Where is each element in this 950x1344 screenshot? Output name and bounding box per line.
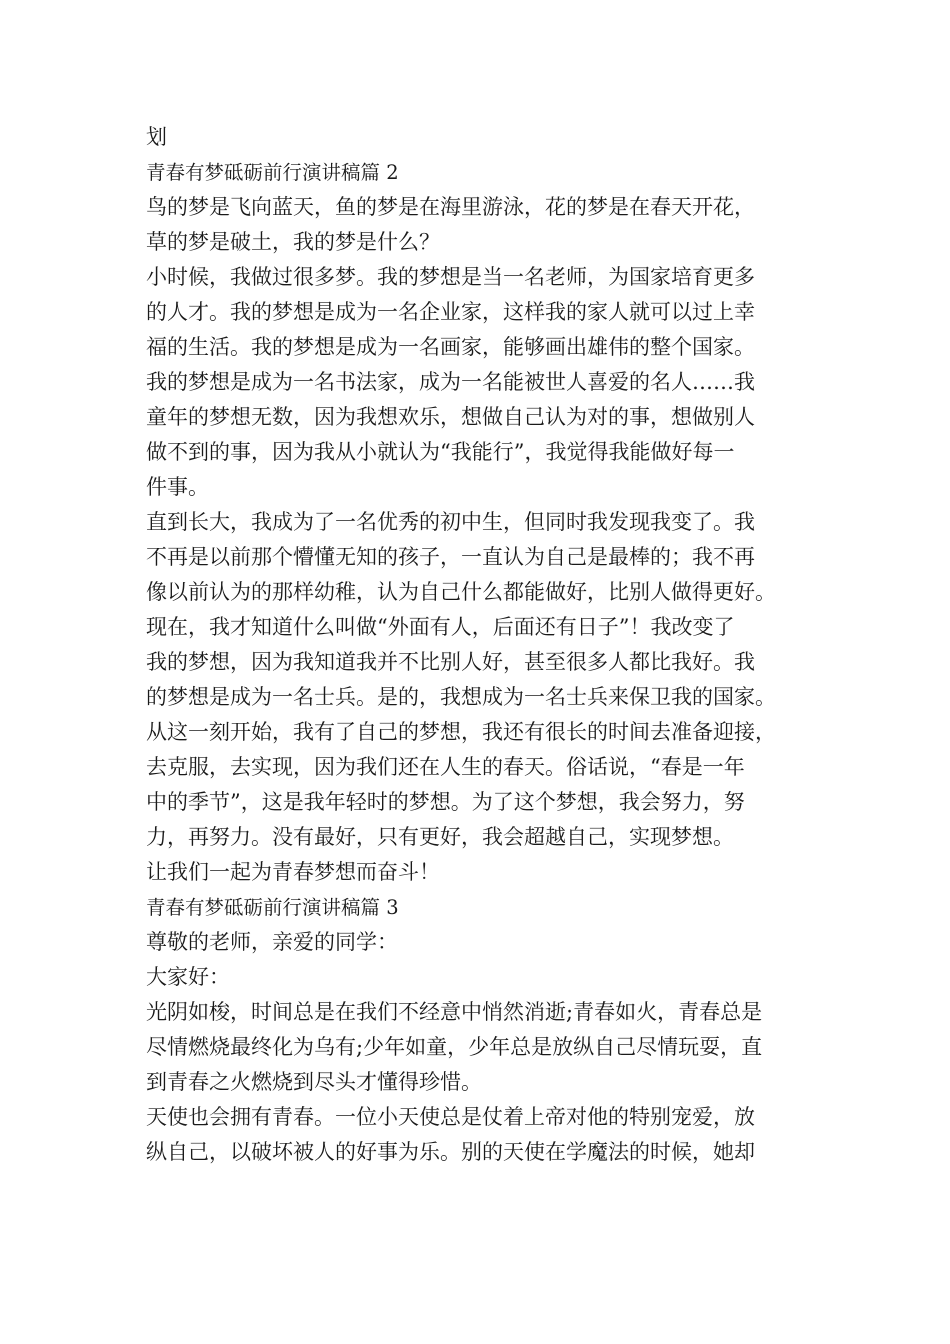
text-line: 草的梦是破土，我的梦是什么？ (146, 230, 440, 254)
text-line: 天使也会拥有青春。一位小天使总是仗着上帝对他的特别宠爱，放 (146, 1105, 755, 1129)
text-line: 的人才。我的梦想是成为一名企业家，这样我的家人就可以过上幸 (146, 300, 755, 324)
section-heading: 青春有梦砥砺前行演讲稿篇 3 (146, 896, 399, 919)
text-line: 光阴如梭，时间总是在我们不经意中悄然消逝;青春如火，青春总是 (146, 1000, 763, 1024)
text-line: 现在，我才知道什么叫做“外面有人，后面还有日子”！我改变了 (146, 615, 735, 639)
text-line: 做不到的事，因为我从小就认为“我能行”，我觉得我能做好每一 (146, 440, 735, 464)
text-line: 中的季节”，这是我年轻时的梦想。为了这个梦想，我会努力，努 (146, 790, 745, 814)
document-body (146, 120, 836, 1170)
text-line: 件事。 (146, 475, 209, 499)
text-line: 我的梦想，因为我知道我并不比别人好，甚至很多人都比我好。我 (146, 650, 755, 674)
text-line: 让我们一起为青春梦想而奋斗！ (146, 860, 440, 884)
text-line: 尽情燃烧最终化为乌有;少年如童，少年总是放纵自己尽情玩耍，直 (146, 1035, 763, 1059)
text-line: 不再是以前那个懵懂无知的孩子，一直认为自己是最棒的；我不再 (146, 545, 755, 569)
text-line: 尊敬的老师，亲爱的同学： (146, 930, 398, 954)
section-heading: 青春有梦砥砺前行演讲稿篇 2 (146, 161, 399, 184)
text-line: 童年的梦想无数，因为我想欢乐，想做自己认为对的事，想做别人 (146, 405, 755, 429)
text-line: 到青春之火燃烧到尽头才懂得珍惜。 (146, 1070, 482, 1094)
text-line: 福的生活。我的梦想是成为一名画家，能够画出雄伟的整个国家。 (146, 335, 755, 359)
text-line: 像以前认为的那样幼稚，认为自己什么都能做好，比别人做得更好。 (146, 580, 776, 604)
text-line: 小时候，我做过很多梦。我的梦想是当一名老师，为国家培育更多 (146, 265, 755, 289)
text-line: 鸟的梦是飞向蓝天，鱼的梦是在海里游泳，花的梦是在春天开花， (146, 195, 755, 219)
text-line: 直到长大，我成为了一名优秀的初中生，但同时我发现我变了。我 (146, 510, 755, 534)
text-line: 我的梦想是成为一名书法家，成为一名能被世人喜爱的名人……我 (146, 370, 755, 394)
text-line: 纵自己，以破坏被人的好事为乐。别的天使在学魔法的时候，她却 (146, 1140, 755, 1164)
text-line: 去克服，去实现，因为我们还在人生的春天。俗话说，“春是一年 (146, 755, 745, 779)
text-line: 大家好： (146, 965, 230, 989)
text-line: 划 (146, 125, 167, 149)
text-line: 力，再努力。没有最好，只有更好，我会超越自己，实现梦想。 (146, 825, 734, 849)
text-line: 从这一刻开始，我有了自己的梦想，我还有很长的时间去准备迎接， (146, 720, 776, 744)
text-line: 的梦想是成为一名士兵。是的，我想成为一名士兵来保卫我的国家。 (146, 685, 776, 709)
